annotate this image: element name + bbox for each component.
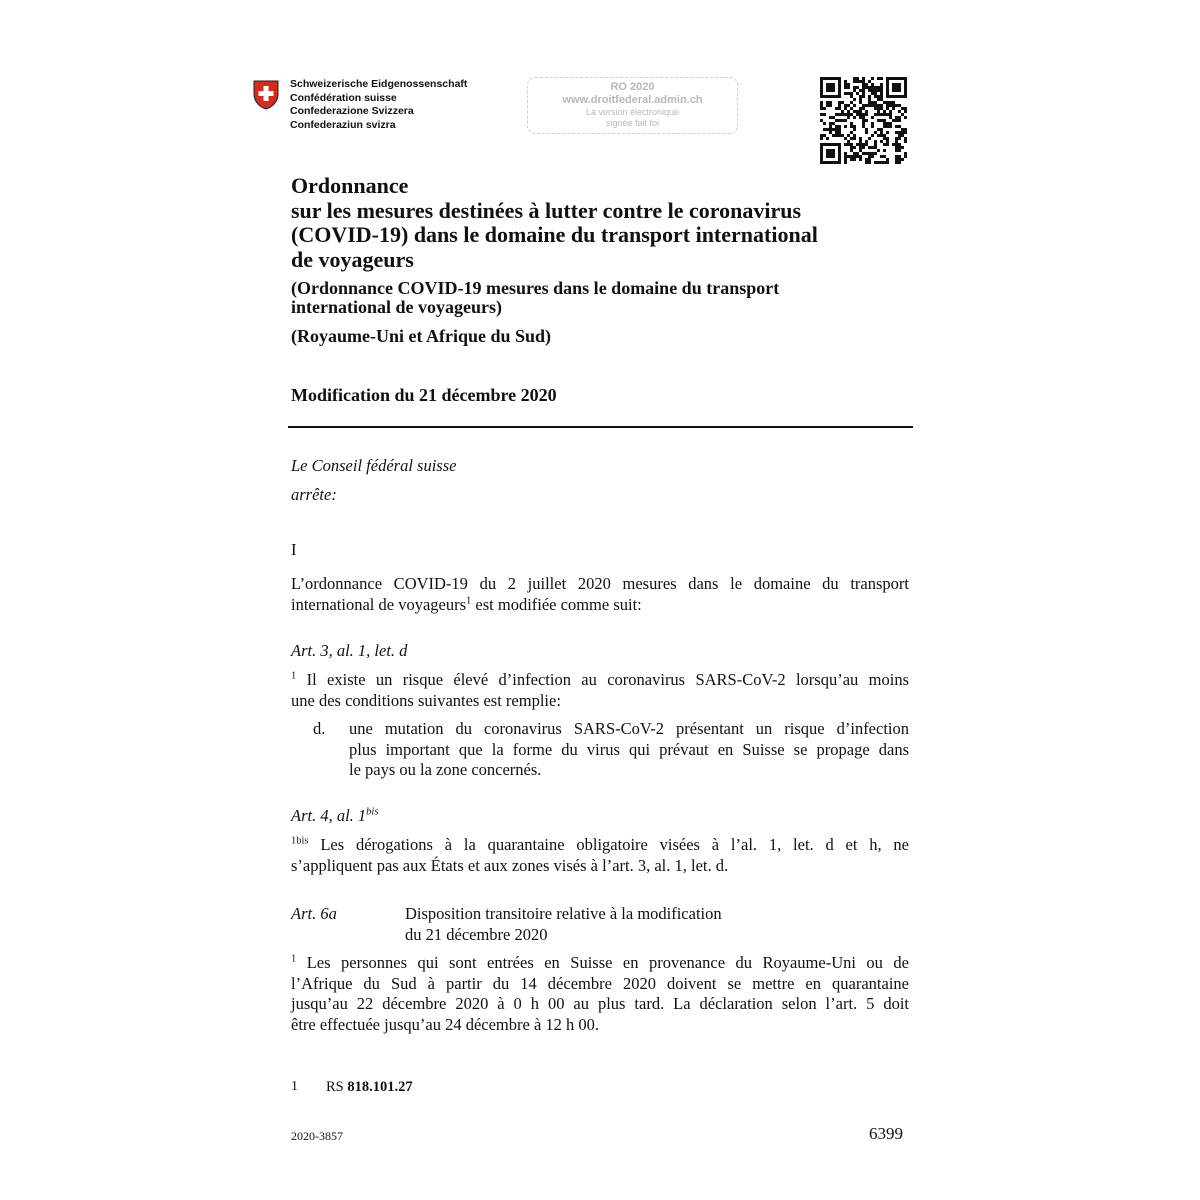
article-6a-title (405, 904, 825, 945)
federal-authority-name (290, 78, 467, 132)
art4-heading-sup: bis (366, 806, 379, 818)
article-3-paragraph (291, 670, 909, 711)
art6a-line-1 (291, 953, 909, 974)
art4-para-number: 1bis (291, 835, 309, 847)
art4-line-2: s’appliquent pas aux États et aux zones visés à l’art. 3, al. 1, let. d. (291, 855, 729, 875)
qr-modules (820, 77, 907, 164)
art6a-line-2: l’Afrique du Sud à partir du 14 décembre 2020 doivent se mettre en quarantaine (291, 973, 909, 993)
footnote-number: 1 (291, 1079, 298, 1094)
article-6a-paragraph (291, 953, 909, 1035)
footnote-sr-number: 818.101.27 (347, 1079, 413, 1095)
region-scope: (Royaume-Uni et Afrique du Sud) (291, 326, 552, 346)
qr-code-icon (820, 77, 907, 164)
intro-line-1: L’ordonnance COVID-19 du 2 juillet 2020 mesures dans le domaine du transport (291, 574, 909, 593)
short-title-line-1: (Ordonnance COVID-19 mesures dans le domaine du transport (291, 278, 780, 298)
letter-d-line-1: une mutation du coronavirus SARS-CoV-2 présentant un risque d’infection (349, 719, 909, 738)
modification-date: Modification du 21 décembre 2020 (291, 385, 557, 405)
intro-text-b: est modifiée comme suit: (471, 594, 642, 614)
art6a-para-number: 1 (291, 953, 297, 965)
art4-line-1 (291, 835, 909, 856)
art6a-title-line-2: du 21 décembre 2020 (405, 924, 548, 944)
title-divider (288, 426, 913, 428)
art3-letter-label: d. (313, 719, 326, 738)
footnote-reference[interactable] (326, 1079, 413, 1096)
authority-line-it: Confederazione Svizzera (290, 105, 414, 117)
art3-text-1: Il existe un risque élevé d’infection au coronavirus SARS-CoV-2 lorsqu’au moins (296, 670, 909, 689)
article-3-heading: Art. 3, al. 1, let. d (291, 641, 408, 660)
article-4-heading (291, 806, 378, 827)
art3-para-number: 1 (291, 670, 297, 682)
intro-line-2 (291, 595, 909, 616)
intro-text-a: international de voyageurs (291, 594, 467, 614)
enacting-formula: arrête: (291, 485, 337, 504)
art3-line-1 (291, 670, 909, 691)
title-line-4: de voyageurs (291, 246, 414, 272)
art3-line-2: une des conditions suivantes est remplie: (291, 690, 561, 710)
official-publication-stamp (527, 77, 738, 134)
article-6a-heading: Art. 6a (291, 904, 337, 923)
enacting-authority: Le Conseil fédéral suisse (291, 456, 457, 475)
document-number: 2020-3857 (291, 1129, 343, 1143)
authority-line-fr: Confédération suisse (290, 91, 397, 104)
swiss-crest-icon (252, 79, 280, 110)
letter-d-line-2: plus important que la forme du virus qui prévaut en Suisse se propage dans (349, 739, 909, 759)
art6a-title-line-1: Disposition transitoire relative à la modification (405, 904, 722, 923)
footnote-marker[interactable]: 1 (466, 595, 472, 606)
authority-line-rm: Confederaziun svizra (290, 118, 396, 131)
art6a-text-1: Les personnes qui sont entrées en Suisse en provenance du Royaume-Uni ou de (296, 953, 909, 972)
art4-text-1: Les dérogations à la quarantaine obligatoire visées à l’al. 1, let. d et h, ne (308, 835, 909, 854)
letter-d-line-3: le pays ou la zone concernés. (349, 760, 542, 779)
stamp-note-1: La version électronique (585, 107, 680, 117)
stamp-note-2: signée fait foi (605, 118, 660, 128)
stamp-collection: RO 2020 (610, 81, 655, 93)
title-line-2: sur les mesures destinées à lutter contre le coronavirus (291, 197, 802, 223)
amendment-intro (291, 574, 909, 615)
page-number: 6399 (869, 1124, 903, 1143)
short-title-line-2: international de voyageurs) (291, 297, 502, 317)
title-line-3: (COVID-19) dans le domaine du transport international (291, 222, 818, 247)
art6a-line-3: jusqu’au 22 décembre 2020 à 0 h 00 au plus tard. La déclaration selon l’art. 5 doit (291, 994, 909, 1013)
ordinance-title (291, 174, 911, 272)
footnote-prefix: RS (326, 1079, 348, 1095)
short-title (291, 279, 911, 317)
section-number: I (291, 540, 297, 559)
article-4-paragraph (291, 835, 909, 876)
art4-heading-text: Art. 4, al. 1 (291, 806, 367, 825)
stamp-site: www.droitfederal.admin.ch (562, 94, 703, 106)
authority-line-de: Schweizerische Eidgenossenschaft (290, 78, 468, 90)
art6a-line-4: être effectuée jusqu’au 24 décembre à 12 h 00. (291, 1014, 600, 1034)
art3-letter-d-text (349, 719, 909, 781)
title-line-1: Ordonnance (291, 173, 409, 198)
